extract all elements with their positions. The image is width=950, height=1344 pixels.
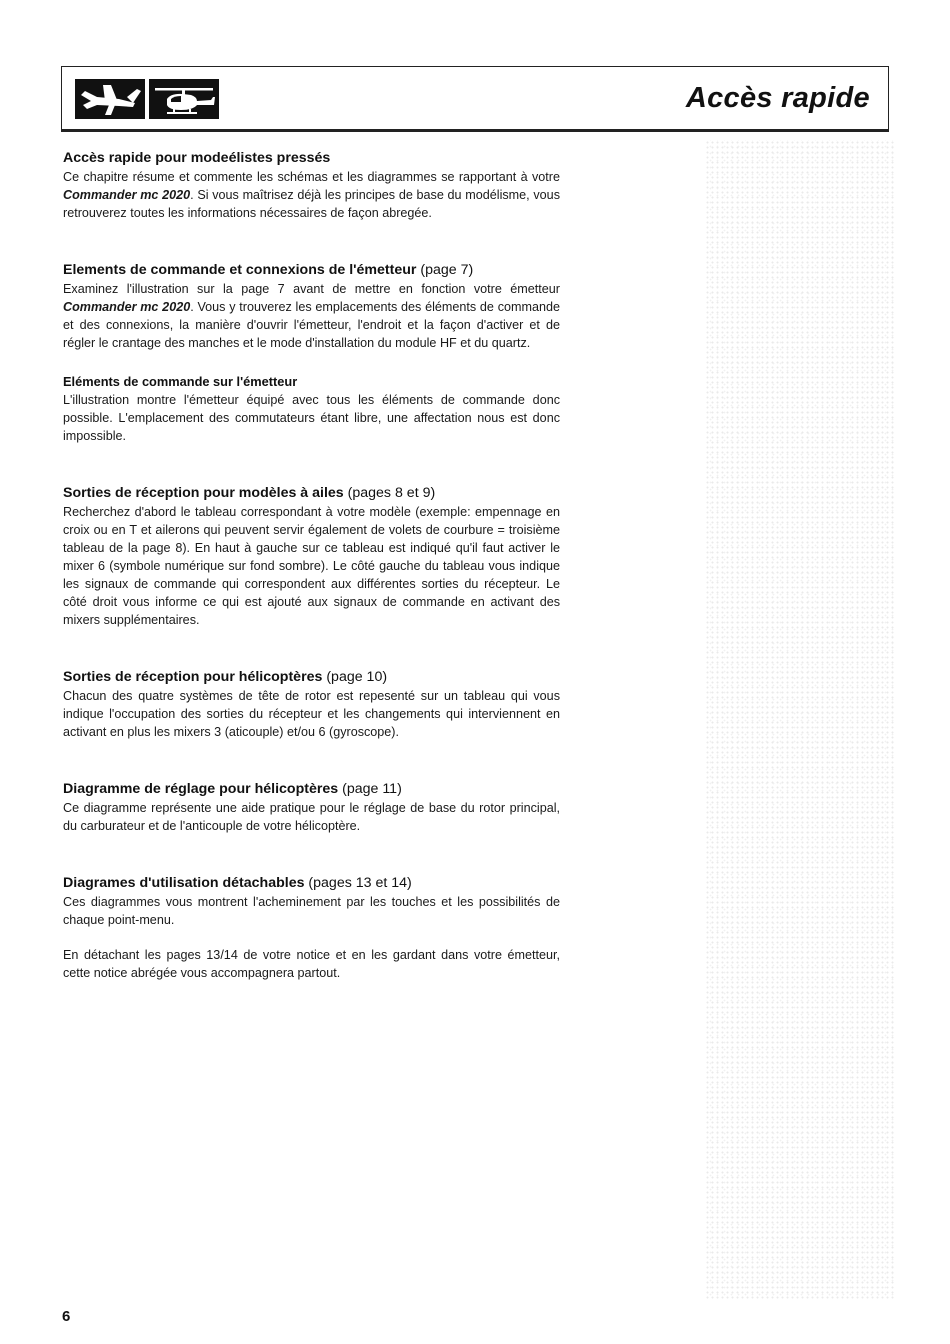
- section-heading-diagram: Diagramme de réglage pour hélicoptères (page 11): [63, 781, 402, 797]
- page-title: Accès rapide: [685, 82, 870, 114]
- header-rule: [61, 130, 889, 132]
- section-heading-intro: Accès rapide pour modeélistes pressés: [63, 150, 331, 166]
- page-reference: (page 11): [338, 781, 402, 797]
- section-text-detachable: Ces diagrammes vous montrent l'acheminement par les touches et les possibilités de chaque point-menu.: [63, 895, 560, 927]
- section-heading-wing: Sorties de réception pour modèles à ailes (pages 8 et 9): [63, 485, 436, 501]
- section-text-intro: Ce chapitre résume et commente les schémas et les diagrammes se rapportant à votre Commander mc 2020. Si vous maîtrisez déjà les principes de base du modélisme, vous retrouverez toutes les informations nécessaires de façon abregée.: [63, 170, 560, 220]
- page-number: 6: [62, 1308, 71, 1325]
- section-text-detachable-2: En détachant les pages 13/14 de votre notice et en les gardant dans votre émetteur, cette notice abrégée vous accompagnera partout.: [63, 948, 560, 980]
- helicopter-icon: [149, 79, 219, 119]
- content-column: [63, 149, 560, 982]
- section-heading-heli: Sorties de réception pour hélicoptères (page 10): [63, 669, 388, 685]
- product-name: Commander mc 2020: [63, 188, 191, 202]
- page-reference: (page 10): [322, 669, 388, 685]
- subsection-text-controls: L'illustration montre l'émetteur équipé avec tous les éléments de commande donc possible. L'emplacement des commutateurs étant libre, une affectation nous est donc impossible.: [63, 393, 560, 443]
- margin-stipple-texture: [705, 140, 895, 1300]
- page-reference: (page 7): [416, 262, 474, 278]
- section-text-diagram: Ce diagramme représente une aide pratique pour le réglage de base du rotor principal, du carburateur et de l'anticouple de votre hélicoptère.: [63, 801, 560, 833]
- section-heading-detachable: Diagrames d'utilisation détachables (pages 13 et 14): [63, 875, 412, 891]
- section-text-heli: Chacun des quatre systèmes de tête de rotor est repesenté sur un tableau qui vous indique l'occupation des sorties du récepteur et les changements qui interviennent en activant en plus les mixers 3 (aticouple) et/ou 6 (gyroscope).: [63, 689, 560, 739]
- page-reference: (pages 8 et 9): [343, 485, 436, 501]
- page-reference: (pages 13 et 14): [304, 875, 412, 891]
- section-text-elements: Examinez l'illustration sur la page 7 avant de mettre en fonction votre émetteur Commander mc 2020. Vous y trouverez les emplacements des éléments de commande et des connexions, la manière d'ouvrir l'émetteur, l'endroit et la façon d'activer et de régler le crantage des manches et le mode d'installation du module HF et du quartz.: [63, 282, 560, 350]
- product-name: Commander mc 2020: [63, 300, 191, 314]
- section-heading-elements: Elements de commande et connexions de l'émetteur (page 7): [63, 262, 474, 278]
- subsection-heading-controls: Eléments de commande sur l'émetteur: [63, 374, 298, 389]
- section-text-wing: Recherchez d'abord le tableau correspondant à votre modèle (exemple: empennage en croix ou en T et ailerons qui peuvent servir également de volets de courbure = troisième tableau de la page 8). En haut à gauche sur ce tableau est indiqué qu'il faut activer le mixer 6 (symbole numérique sur fond sombre). Le côté gauche du tableau vous indique les signaux de commande qui correspondent aux différentes sorties du récepteur. Le côté droit vous informe ce qui est ajouté aux signaux de commande en activant des mixers supplémentaires.: [63, 505, 560, 627]
- airplane-icon: [75, 79, 145, 119]
